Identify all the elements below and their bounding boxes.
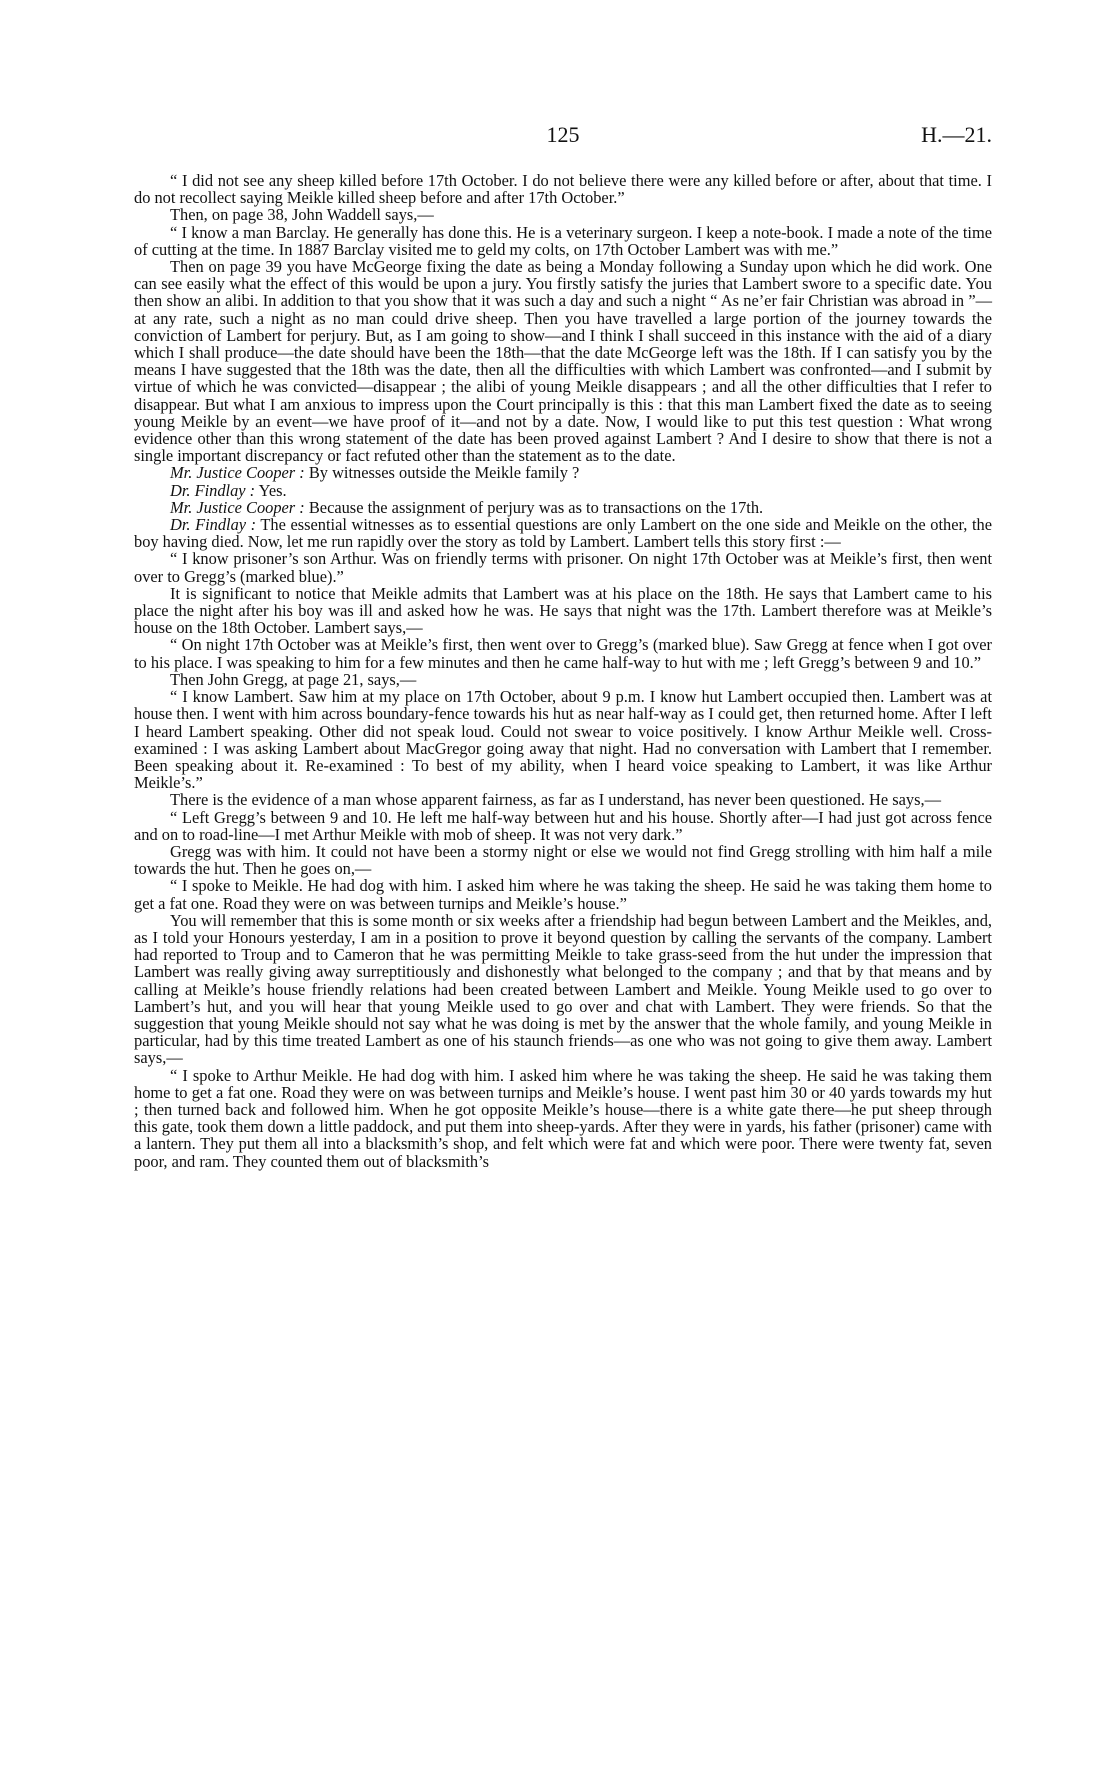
paragraph: “ I did not see any sheep killed before 17th October. I do not believe there were any killed before or after, about that time. I do not recollect saying Meikle killed sheep before and after 17th October.” <box>134 171 992 208</box>
paragraph: Then John Gregg, at page 21, says,— <box>170 669 417 689</box>
paragraph: “ On night 17th October was at Meikle’s first, then went over to Gregg’s (marked blue). Saw Gregg at fence when I got over to his place. I was speaking to him for a few minutes and then he came half-way to hut with me ; left Gregg’s between 9 and 10.” <box>134 635 992 672</box>
paragraph: “ Left Gregg’s between 9 and 10. He left me half-way between hut and his house. Shortly after—I had just got across fence and on to road-line—I met Arthur Meikle with mob of sheep. It was not very dark.” <box>134 807 992 844</box>
page-reference: H.—21. <box>921 122 992 147</box>
speaker-name: Mr. Justice Cooper : <box>170 463 305 483</box>
page-number: 125 <box>546 122 580 147</box>
paragraph: There is the evidence of a man whose apparent fairness, as far as I understand, has never been questioned. He says,— <box>170 790 941 810</box>
paragraph: Then on page 39 you have McGeorge fixing the date as being a Monday following a Sunday upon which he did work. One can see easily what the effect of this would be upon a jury. You firstly satisfy the juries that Lambert swore to a specific date. You then show an alibi. In addition to that you show that it was such a day and such a night “ As ne’er fair Christian was abroad in ”—at any rate, such a night as no man could drive sheep. Then you have travelled a large portion of the journey towards the conviction of Lambert for perjury. But, as I am going to show—and I think I shall succeed in this instance with the aid of a diary which I shall produce—the date should have been the 18th—that the date McGeorge left was the 18th. If I can satisfy you by the means I have suggested that the 18th was the date, then all the difficulties with which Lambert was confronted—and I submit by virtue of which he was convicted—disappear ; the alibi of young Meikle disappears ; and all the other difficulties that I refer to disappear. But what I am anxious to impress upon the Court principally is this : that this man Lambert fixed the date as to seeing young Meikle by an event—we have proof of it—and not by a date. Now, I would like to put this test question : What wrong evidence other than this wrong statement of the date has been proved against Lambert ? And I desire to show that there is not a single important discrepancy or fact refuted other than the statement as to the date. <box>134 257 992 466</box>
paragraph: “ I know Lambert. Saw him at my place on 17th October, about 9 p.m. I know hut Lambert occupied then. Lambert was at house then. I went with him across boundary-fence towards his hut as near half-way as I could get, then returned home. After I left I heard Lambert speaking. Other did not speak loud. Could not swear to voice positively. I know Arthur Meikle well. Cross-examined : I was asking Lambert about MacGregor going away that night. Had no conversation with Lambert that I remember. Been speaking about it. Re-examined : To best of my ability, when I heard voice speaking to Lambert, it was like Arthur Meikle’s.” <box>134 687 992 793</box>
dialogue-line <box>134 482 992 499</box>
dialogue-line <box>134 499 992 516</box>
dialogue-text: By witnesses outside the Meikle family ? <box>308 463 580 483</box>
paragraph: It is significant to notice that Meikle admits that Lambert was at his place on the 18th. He says that Lambert came to his place the night after his boy was ill and asked how he was. He says that night was the 17th. Lambert therefore was at Meikle’s house on the 18th October. Lambert says,— <box>134 583 992 638</box>
speaker-name: Dr. Findlay : <box>170 515 257 535</box>
body-text <box>134 172 992 1170</box>
paragraph: You will remember that this is some month or six weeks after a friendship had begun between Lambert and the Meikles, and, as I told your Honours yesterday, I am in a position to prove it beyond question by calling the servants of the company. Lambert had reported to Troup and to Cameron that he was permitting Meikle to take grass-seed from the hut under the impression that Lambert was really giving away surreptitiously and dishonestly what belonged to the company ; and that by that means and by calling at Meikle’s house friendly relations had been created between Lambert and Meikle. Young Meikle used to go over to Lambert’s hut, and you will hear that young Meikle used to go over and chat with Lambert. They were friends. So that the suggestion that young Meikle should not say what he was doing is met by the answer that the whole family, and young Meikle in particular, had by this time treated Lambert as one of his staunch friends—as one who was not going to give them away. Lambert says,— <box>134 910 992 1068</box>
paragraph: “ I know prisoner’s son Arthur. Was on friendly terms with prisoner. On night 17th October was at Meikle’s first, then went over to Gregg’s (marked blue).” <box>134 549 992 586</box>
speaker-name: Dr. Findlay : <box>170 480 256 500</box>
speaker-name: Mr. Justice Cooper : <box>170 497 305 517</box>
dialogue-text: The essential witnesses as to essential questions are only Lambert on the one side and Meikle on the other, the boy having died. Now, let me run rapidly over the story as told by Lambert. Lambert tells this story first :— <box>134 515 992 552</box>
paragraph: “ I know a man Barclay. He generally has done this. He is a veterinary surgeon. I keep a note-book. I made a note of the time of cutting at the time. In 1887 Barclay visited me to geld my colts, on 17th October Lambert was with me.” <box>134 222 992 259</box>
paragraph: Then, on page 38, John Waddell says,— <box>170 205 434 225</box>
page-header <box>134 122 992 152</box>
dialogue-line <box>134 464 992 481</box>
dialogue-line <box>134 516 992 550</box>
dialogue-text: Because the assignment of perjury was as to transactions on the 17th. <box>308 497 764 517</box>
paragraph: “ I spoke to Meikle. He had dog with him. I asked him where he was taking the sheep. He said he was taking them home to get a fat one. Road they were on was between turnips and Meikle’s house.” <box>134 876 992 913</box>
dialogue-text: Yes. <box>258 480 287 500</box>
paragraph: Gregg was with him. It could not have been a stormy night or else we would not find Gregg strolling with him half a mile towards the hut. Then he goes on,— <box>134 841 992 879</box>
paragraph: “ I spoke to Arthur Meikle. He had dog with him. I asked him where he was taking the sheep. He said he was taking them home to get a fat one. Road they were on was between turnips and Meikle’s house. I went past him 30 or 40 yards towards my hut ; then turned back and followed him. When he got opposite Meikle’s house—there is a white gate there—he put sheep through this gate, took them down a little paddock, and put them into sheep-yards. After they were in yards, his father (prisoner) came with a lantern. They put them all into a blacksmith’s shop, and felt which were fat and which were poor. There were twenty fat, seven poor, and ram. They counted them out of blacksmith’s <box>134 1065 992 1171</box>
